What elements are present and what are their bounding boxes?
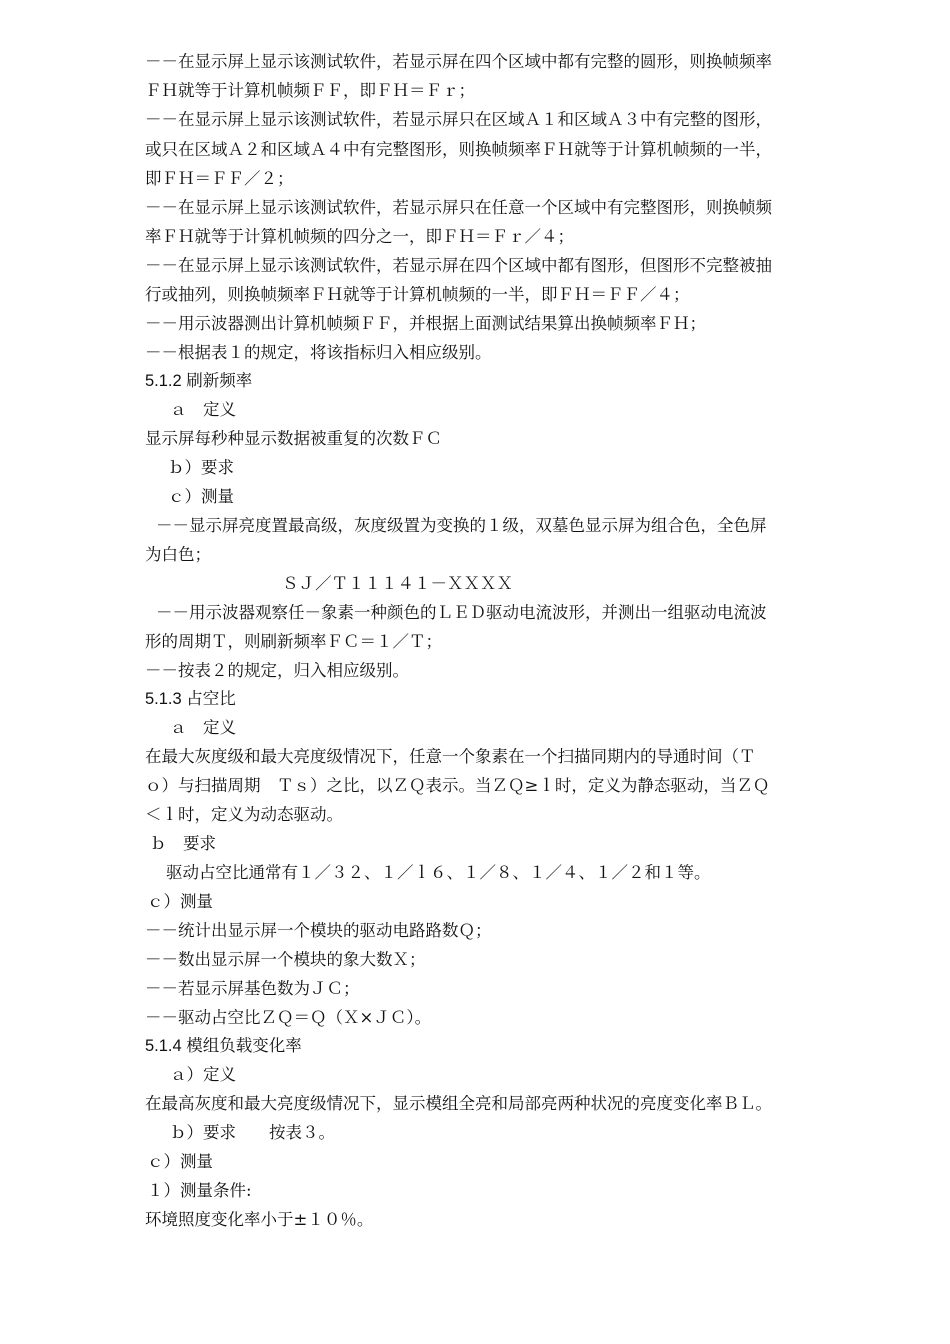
text-line: ＦＨ就等于计算机帧频ＦＦ，即ＦＨ＝Ｆｒ； (145, 81, 475, 100)
text-line: －－在显示屏上显示该测试软件，若显示屏只在区域Ａ１和区域Ａ３中有完整的图形， (145, 110, 772, 129)
section-heading: 5.1.2 刷新频率 (145, 372, 253, 390)
text-line: －－数出显示屏一个模块的象大数Ｘ； (145, 950, 426, 969)
standard-code: ＳＪ／Ｔ１１１４１－ＸＸＸＸ (282, 574, 513, 593)
text-line: －－按表２的规定，归入相应级别。 (145, 661, 409, 680)
text-line: －－在显示屏上显示该测试软件，若显示屏在四个区域中都有图形，但图形不完整被抽 (145, 256, 772, 275)
text-line: ＜ｌ时，定义为动态驱动。 (145, 805, 343, 824)
text-line: －－在显示屏上显示该测试软件，若显示屏在四个区域中都有完整的圆形，则换帧频率 (145, 52, 772, 71)
text-line: －－用示波器观察任－象素一种颜色的ＬＥＤ驱动电流波形，并测出一组驱动电流波 (156, 603, 767, 622)
text-line: 在最高灰度和最大亮度级情况下，显示模组全亮和局部亮两种状况的亮度变化率ＢＬ。 (145, 1094, 772, 1113)
text-line: －－显示屏亮度置最高级，灰度级置为变换的１级，双墓色显示屏为组合色，全色屏 (156, 516, 767, 535)
text-line: 在最大灰度级和最大亮度级情况下，任意一个象素在一个扫描同期内的导通时间（Ｔ (145, 747, 756, 766)
text-line: 形的周期Ｔ，则刷新频率ＦＣ＝１／Ｔ； (145, 632, 442, 651)
section-heading: 5.1.3 占空比 (145, 690, 236, 708)
text-line: －－若显示屏基色数为ＪＣ； (145, 979, 360, 998)
text-line: １）测量条件: (147, 1181, 252, 1200)
text-line: －－驱动占空比ＺＱ＝Ｑ（Ｘ×ＪＣ）。 (145, 1008, 432, 1027)
text-line: 即ＦＨ＝ＦＦ／２； (145, 169, 294, 188)
text-line: ｏ）与扫描周期 Ｔｓ）之比，以ＺＱ表示。当ＺＱ≥ｌ时，定义为静态驱动，当ＺＱ (145, 776, 770, 795)
subsection-label: ｃ）测量 (147, 1152, 213, 1171)
text-line: 环境照度变化率小于±１０％。 (145, 1210, 374, 1229)
text-line: 为白色； (145, 545, 211, 564)
subsection-label: ａ 定义 (170, 718, 236, 737)
section-heading: 5.1.4 模组负载变化率 (145, 1037, 302, 1055)
text-line: －－统计出显示屏一个模块的驱动电路路数Ｑ； (145, 921, 492, 940)
subsection-label: ｃ）测量 (147, 892, 213, 911)
subsection-label: ｂ 要求 (150, 834, 216, 853)
subsection-label: ａ 定义 (170, 400, 236, 419)
text-line: －－在显示屏上显示该测试软件，若显示屏只在任意一个区域中有完整图形，则换帧频 (145, 198, 772, 217)
text-line: 行或抽列，则换帧频率ＦＨ就等于计算机帧频的一半，即ＦＨ＝ＦＦ／４； (145, 285, 690, 304)
text-line: 显示屏每秒种显示数据被重复的次数ＦＣ (145, 429, 442, 448)
subsection-label: ａ）定义 (170, 1065, 236, 1084)
subsection-label: ｃ）测量 (168, 487, 234, 506)
text-line: －－用示波器测出计算机帧频ＦＦ，并根据上面测试结果算出换帧频率ＦＨ； (145, 314, 706, 333)
subsection-label: ｂ）要求 按表３。 (170, 1123, 335, 1142)
text-line: 或只在区域Ａ２和区域Ａ４中有完整图形，则换帧频率ＦＨ就等于计算机帧频的一半， (145, 140, 772, 159)
text-line: －－根据表１的规定，将该指标归入相应级别。 (145, 343, 492, 362)
text-line: 率ＦＨ就等于计算机帧频的四分之一，即ＦＨ＝Ｆｒ／４； (145, 227, 574, 246)
subsection-label: ｂ）要求 (168, 458, 234, 477)
text-line: 驱动占空比通常有１／３２、１／ｌ６、１／８、１／４、１／２和１等。 (166, 863, 711, 882)
